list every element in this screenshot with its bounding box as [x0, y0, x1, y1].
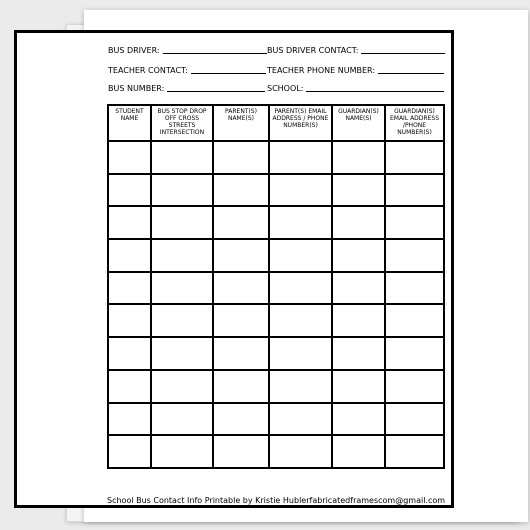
table-cell[interactable] [108, 272, 151, 305]
bus-number-label: BUS NUMBER: [108, 84, 165, 93]
table-cell[interactable] [108, 304, 151, 337]
table-cell[interactable] [213, 141, 269, 174]
table-cell[interactable] [151, 370, 213, 403]
table-cell[interactable] [332, 435, 385, 468]
table-cell[interactable] [108, 337, 151, 370]
table-cell[interactable] [213, 337, 269, 370]
table-cell[interactable] [213, 272, 269, 305]
table-cell[interactable] [151, 403, 213, 436]
table-cell[interactable] [385, 435, 444, 468]
school-field [267, 84, 444, 93]
table-cell[interactable] [269, 304, 332, 337]
bus-driver-contact-line[interactable] [361, 53, 445, 54]
table-cell[interactable] [108, 174, 151, 207]
table-row [108, 304, 444, 337]
table-cell[interactable] [269, 403, 332, 436]
table-row [108, 337, 444, 370]
table-cell[interactable] [385, 174, 444, 207]
table-cell[interactable] [385, 239, 444, 272]
table-row [108, 174, 444, 207]
table-row [108, 206, 444, 239]
teacher-phone-field [267, 66, 444, 75]
table-cell[interactable] [332, 206, 385, 239]
table-cell[interactable] [108, 141, 151, 174]
table-row [108, 239, 444, 272]
table-cell[interactable] [385, 141, 444, 174]
footer-email: fabricatedframescom@gmail.com [309, 496, 446, 505]
contact-table [107, 104, 445, 469]
table-cell[interactable] [332, 370, 385, 403]
teacher-contact-line[interactable] [191, 73, 266, 74]
table-cell[interactable] [213, 304, 269, 337]
table-header-row [108, 105, 444, 141]
table-cell[interactable] [332, 141, 385, 174]
table-cell[interactable] [269, 337, 332, 370]
teacher-phone-line[interactable] [378, 73, 444, 74]
table-cell[interactable] [385, 337, 444, 370]
table-cell[interactable] [108, 370, 151, 403]
table-cell[interactable] [108, 435, 151, 468]
table-cell[interactable] [269, 272, 332, 305]
bus-driver-contact-label: BUS DRIVER CONTACT: [267, 46, 359, 55]
table-cell[interactable] [108, 206, 151, 239]
table-cell[interactable] [151, 272, 213, 305]
table-cell[interactable] [385, 403, 444, 436]
table-cell[interactable] [385, 370, 444, 403]
table-cell[interactable] [213, 370, 269, 403]
table-cell[interactable] [213, 206, 269, 239]
table-cell[interactable] [269, 239, 332, 272]
table-cell[interactable] [151, 239, 213, 272]
table-cell[interactable] [151, 304, 213, 337]
school-label: SCHOOL: [267, 84, 304, 93]
table-cell[interactable] [385, 206, 444, 239]
footer-credit: School Bus Contact Info Printable by Kristie Hubler [107, 496, 310, 505]
teacher-contact-field [108, 66, 266, 75]
table-body [108, 141, 444, 468]
table-cell[interactable] [332, 239, 385, 272]
table-cell[interactable] [332, 304, 385, 337]
header-parent-names: PARENT(S) NAME(S) [213, 105, 269, 141]
table-row [108, 141, 444, 174]
footer [107, 496, 446, 505]
table-row [108, 435, 444, 468]
table-cell[interactable] [151, 337, 213, 370]
table-cell[interactable] [213, 403, 269, 436]
teacher-phone-label: TEACHER PHONE NUMBER: [267, 66, 376, 75]
table-cell[interactable] [332, 174, 385, 207]
table-cell[interactable] [269, 206, 332, 239]
bus-driver-line[interactable] [163, 53, 267, 54]
table-cell[interactable] [108, 239, 151, 272]
table-cell[interactable] [269, 141, 332, 174]
table-cell[interactable] [332, 403, 385, 436]
table-cell[interactable] [213, 239, 269, 272]
header-bus-stop: BUS STOP DROP OFF CROSS STREETS INTERSECTION [151, 105, 213, 141]
bus-driver-label: BUS DRIVER: [108, 46, 160, 55]
table-cell[interactable] [213, 435, 269, 468]
header-guardian-contact: GUARDIAN(S) EMAIL ADDRESS /PHONE NUMBER(S) [385, 105, 444, 141]
header-guardian-names: GUARDIAN(S) NAME(S) [332, 105, 385, 141]
table-row [108, 272, 444, 305]
bus-number-field [108, 84, 265, 93]
table-row [108, 370, 444, 403]
table-cell[interactable] [213, 174, 269, 207]
table-row [108, 403, 444, 436]
table-cell[interactable] [332, 272, 385, 305]
table-cell[interactable] [151, 174, 213, 207]
school-line[interactable] [306, 91, 444, 92]
teacher-contact-label: TEACHER CONTACT: [108, 66, 188, 75]
table-cell[interactable] [108, 403, 151, 436]
bus-driver-contact-field [267, 46, 445, 55]
bus-driver-field [108, 46, 267, 55]
table-cell[interactable] [332, 337, 385, 370]
table-cell[interactable] [269, 370, 332, 403]
table-cell[interactable] [151, 141, 213, 174]
header-student-name: STUDENT NAME [108, 105, 151, 141]
table-cell[interactable] [269, 435, 332, 468]
table-cell[interactable] [385, 272, 444, 305]
header-parent-contact: PARENT(S) EMAIL ADDRESS / PHONE NUMBER(S) [269, 105, 332, 141]
bus-number-line[interactable] [167, 91, 265, 92]
table-cell[interactable] [151, 206, 213, 239]
table-cell[interactable] [269, 174, 332, 207]
table-cell[interactable] [385, 304, 444, 337]
table-cell[interactable] [151, 435, 213, 468]
